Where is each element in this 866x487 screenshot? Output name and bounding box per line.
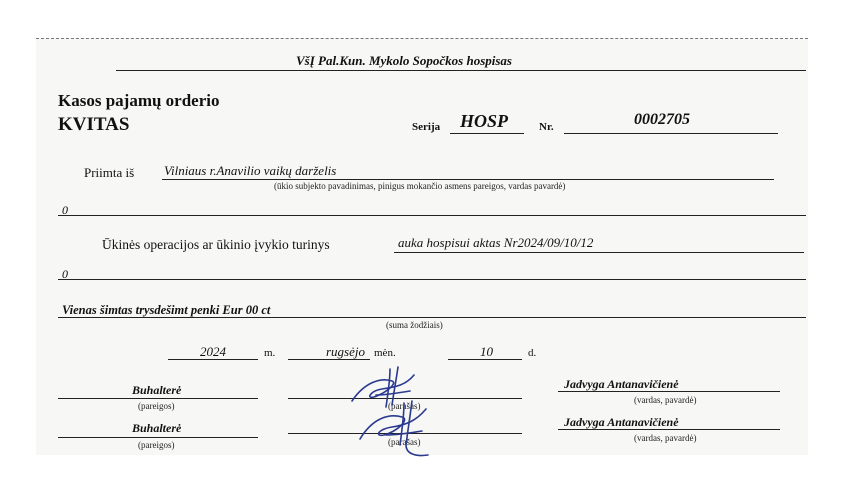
zero-line-1-underline xyxy=(58,215,806,216)
number-label: Nr. xyxy=(539,121,554,133)
signature-2-name-caption: (vardas, pavardė) xyxy=(634,433,697,443)
series-label: Serija xyxy=(412,121,441,133)
received-from-label: Priimta iš xyxy=(84,165,135,180)
signature-2-position-underline xyxy=(58,437,258,438)
institution-name: VšĮ Pal.Kun. Mykolo Sopočkos hospisas xyxy=(296,53,512,68)
date-month-underline xyxy=(288,359,370,360)
date-year-unit: m. xyxy=(264,347,276,359)
doc-title-line2: KVITAS xyxy=(58,114,130,135)
received-from-caption: (ūkio subjekto pavadinimas, pinigus mokančio asmens pareigos, vardas pavardė) xyxy=(274,181,566,191)
date-day: 10 xyxy=(480,344,493,359)
signature-1-name-underline xyxy=(558,391,780,392)
date-month: rugsėjo xyxy=(326,344,365,359)
amount-caption: (suma žodžiais) xyxy=(386,320,443,330)
number-underline xyxy=(564,133,778,134)
signature-1-position: Buhalterė xyxy=(132,383,182,397)
handwritten-signature-2 xyxy=(352,395,442,467)
signature-1-position-underline xyxy=(58,398,258,399)
number-value: 0002705 xyxy=(634,111,690,128)
receipt-paper xyxy=(36,38,808,455)
received-from-value: Vilniaus r.Anavilio vaikų darželis xyxy=(164,163,337,178)
received-from-underline xyxy=(162,179,774,180)
date-day-unit: d. xyxy=(528,347,537,359)
date-year: 2024 xyxy=(200,344,226,359)
zero-line-1-value: 0 xyxy=(62,203,68,217)
institution-underline xyxy=(116,70,806,71)
zero-line-2-underline xyxy=(58,279,806,280)
signature-1-position-caption: (pareigos) xyxy=(138,401,175,411)
signature-2-position-caption: (pareigos) xyxy=(138,440,175,450)
signature-2-name: Jadvyga Antanavičienė xyxy=(564,415,679,429)
date-day-underline xyxy=(448,359,522,360)
operation-underline xyxy=(394,252,804,253)
series-underline xyxy=(450,133,524,134)
operation-value: auka hospisui aktas Nr2024/09/10/12 xyxy=(398,235,594,250)
signature-1-name: Jadvyga Antanavičienė xyxy=(564,377,679,391)
signature-2-position: Buhalterė xyxy=(132,421,182,435)
amount-words: Vienas šimtas trysdešimt penki Eur 00 ct xyxy=(62,303,271,317)
signature-2-sign-caption: (parašas) xyxy=(388,437,421,447)
date-month-unit: mėn. xyxy=(374,347,396,359)
operation-label: Ūkinės operacijos ar ūkinio įvykio turinys xyxy=(102,237,330,252)
doc-title-line1: Kasos pajamų orderio xyxy=(58,91,220,110)
date-year-underline xyxy=(168,359,258,360)
zero-line-2-value: 0 xyxy=(62,267,68,281)
amount-underline xyxy=(58,317,806,318)
series-value: HOSP xyxy=(460,111,509,131)
signature-1-sign-caption: (parašas) xyxy=(388,401,421,411)
signature-2-name-underline xyxy=(558,429,780,430)
signature-1-name-caption: (vardas, pavardė) xyxy=(634,395,697,405)
